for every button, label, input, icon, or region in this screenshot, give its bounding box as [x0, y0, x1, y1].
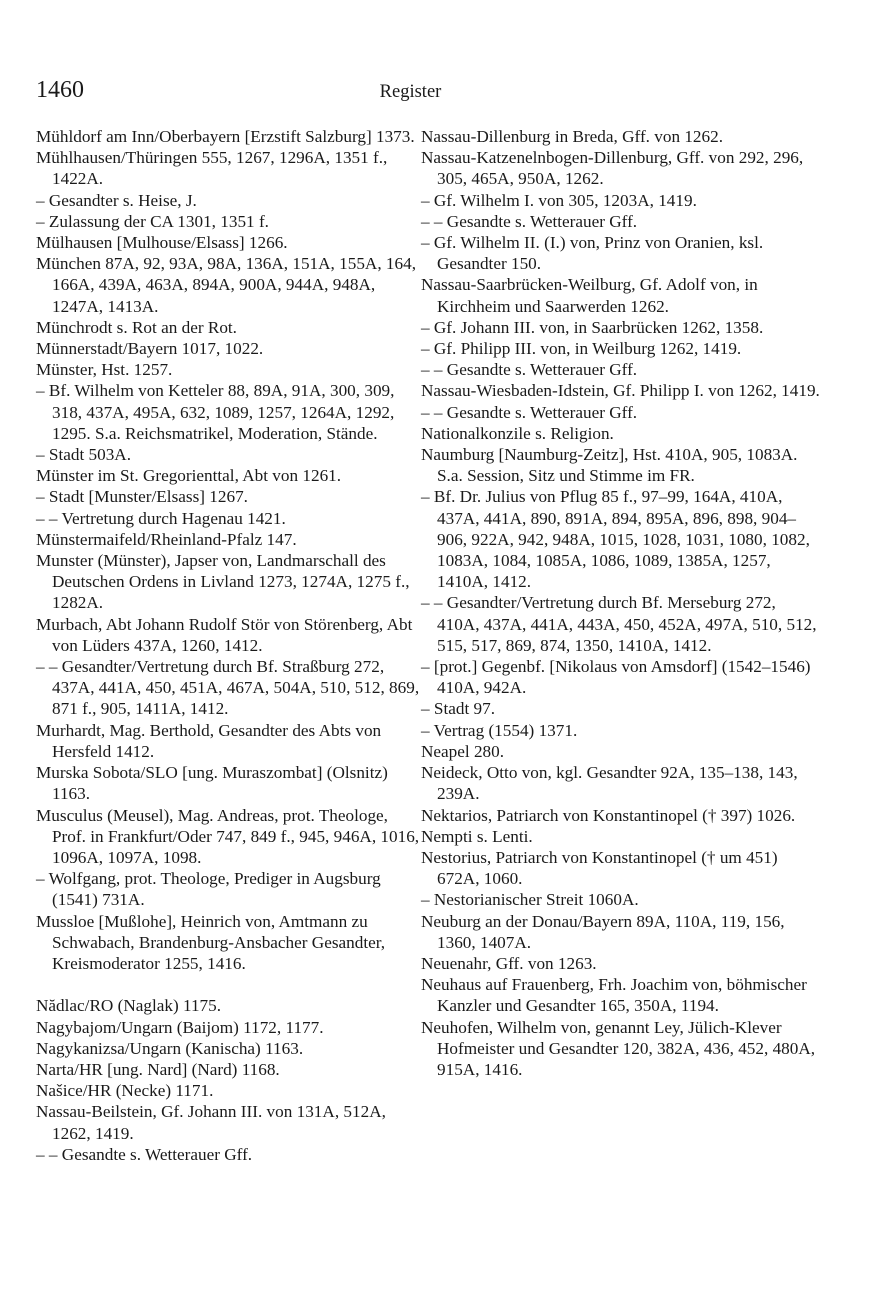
index-entry: Neuenahr, Gff. von 1263. [421, 953, 597, 973]
index-entry: – Gf. Wilhelm II. (I.) von, Prinz von Oranien, ksl. Gesandter 150. [421, 233, 764, 274]
index-entry: Neapel 280. [421, 741, 505, 761]
index-column-left [36, 126, 421, 1165]
index-entry: Našice/HR (Necke) 1171. [36, 1081, 214, 1101]
page-number: 1460 [36, 77, 84, 103]
index-column-right [421, 126, 821, 1080]
index-entry: – Stadt 503A. [36, 445, 132, 465]
index-entry: – Bf. Dr. Julius von Pflug 85 f., 97–99, 164A, 410A, 437A, 441A, 890, 891A, 894, 895A, 896, 898, 904–906, 922A, 942, 948A, 1015, 1028, 1031, 1080, 1082, 1083A, 1084, 1085A, 1086, 1089, 1385A, 1257, 1410A, 1412. [421, 487, 810, 592]
index-entry: Nektarios, Patriarch von Konstantinopel († 397) 1026. [421, 805, 796, 825]
index-entry: Musculus (Meusel), Mag. Andreas, prot. Theologe, Prof. in Frankfurt/Oder 747, 849 f., 945, 946A, 1016, 1096A, 1097A, 1098. [36, 805, 420, 867]
index-entry: Murska Sobota/SLO [ung. Muraszombat] (Olsnitz) 1163. [36, 763, 388, 804]
index-entry: Mülhausen [Mulhouse/Elsass] 1266. [36, 233, 288, 253]
index-entry: – – Gesandte s. Wetterauer Gff. [421, 402, 638, 422]
index-entry: – Wolfgang, prot. Theologe, Prediger in Augsburg (1541) 731A. [36, 869, 381, 910]
index-entry: Neuhofen, Wilhelm von, genannt Ley, Jülich-Klever Hofmeister und Gesandter 120, 382A, 436, 452, 480A, 915A, 1416. [421, 1017, 816, 1079]
index-entry: – Vertrag (1554) 1371. [421, 720, 578, 740]
index-entry: – – Gesandter/Vertretung durch Bf. Straßburg 272, 437A, 441A, 450, 451A, 467A, 504A, 510, 512, 869, 871 f., 905, 1411A, 1412. [36, 657, 420, 719]
running-head: Register [379, 82, 442, 102]
index-entry: Nassau-Saarbrücken-Weilburg, Gf. Adolf von, in Kirchheim und Saarwerden 1262. [421, 275, 758, 316]
index-entry: – – Gesandte s. Wetterauer Gff. [36, 1144, 253, 1164]
index-entry: Mühlhausen/Thüringen 555, 1267, 1296A, 1351 f., 1422A. [36, 148, 388, 189]
index-entry: – – Vertretung durch Hagenau 1421. [36, 508, 286, 528]
index-entry: – Stadt [Munster/Elsass] 1267. [36, 487, 248, 507]
index-entry: Murbach, Abt Johann Rudolf Stör von Störenberg, Abt von Lüders 437A, 1260, 1412. [36, 614, 413, 655]
index-entry: Münchrodt s. Rot an der Rot. [36, 317, 237, 337]
index-entry: Münster im St. Gregorienttal, Abt von 1261. [36, 466, 342, 486]
index-entry: Nassau-Wiesbaden-Idstein, Gf. Philipp I. von 1262, 1419. [421, 381, 820, 401]
index-entry: Neuburg an der Donau/Bayern 89A, 110A, 119, 156, 1360, 1407A. [421, 911, 785, 952]
index-entry: Murhardt, Mag. Berthold, Gesandter des Abts von Hersfeld 1412. [36, 720, 382, 761]
index-entry: – Gf. Johann III. von, in Saarbrücken 1262, 1358. [421, 317, 764, 337]
index-entry: München 87A, 92, 93A, 98A, 136A, 151A, 155A, 164, 166A, 439A, 463A, 894A, 900A, 944A, 948A, 1247A, 1413A. [36, 254, 417, 316]
index-entry: Nassau-Beilstein, Gf. Johann III. von 131A, 512A, 1262, 1419. [36, 1102, 386, 1143]
index-entry: – Bf. Wilhelm von Ketteler 88, 89A, 91A, 300, 309, 318, 437A, 495A, 632, 1089, 1257, 1264A, 1292, 1295. S.a. Reichsmatrikel, Moderation, Stände. [36, 381, 395, 443]
index-entry: Neuhaus auf Frauenberg, Frh. Joachim von, böhmischer Kanzler und Gesandter 165, 350A, 1194. [421, 975, 807, 1016]
index-entry: Münster, Hst. 1257. [36, 360, 173, 380]
index-entry: Mühldorf am Inn/Oberbayern [Erzstift Salzburg] 1373. [36, 127, 415, 146]
index-entry: – Stadt 97. [421, 699, 496, 719]
index-entry: Nassau-Dillenburg in Breda, Gff. von 1262. [421, 127, 724, 146]
index-entry: Naumburg [Naumburg-Zeitz], Hst. 410A, 905, 1083A. S.a. Session, Sitz und Stimme im FR. [421, 445, 798, 486]
index-entry: Münnerstadt/Bayern 1017, 1022. [36, 339, 264, 359]
index-entry: Nationalkonzile s. Religion. [421, 423, 614, 443]
index-entry: – Gesandter s. Heise, J. [36, 190, 197, 210]
index-entry: Nestorius, Patriarch von Konstantinopel († um 451) 672A, 1060. [421, 847, 778, 889]
index-entry: – – Gesandter/Vertretung durch Bf. Merseburg 272, 410A, 437A, 441A, 443A, 450, 452A, 497A, 510, 512, 515, 517, 869, 874, 1350, 1410A, 1412. [421, 593, 817, 655]
index-entry: Nagybajom/Ungarn (Baijom) 1172, 1177. [36, 1017, 324, 1037]
index-entry: Neideck, Otto von, kgl. Gesandter 92A, 135–138, 143, 239A. [421, 763, 798, 804]
index-entry: Narta/HR [ung. Nard] (Nard) 1168. [36, 1059, 280, 1079]
index-entry: Nagykanizsa/Ungarn (Kanischa) 1163. [36, 1038, 304, 1058]
index-entry: – Gf. Philipp III. von, in Weilburg 1262, 1419. [421, 339, 742, 359]
index-entry: Nădlac/RO (Naglak) 1175. [36, 996, 222, 1016]
index-entry: Munster (Münster), Japser von, Landmarschall des Deutschen Ordens in Livland 1273, 1274A, 1275 f., 1282A. [36, 551, 410, 613]
index-entry: – Gf. Wilhelm I. von 305, 1203A, 1419. [421, 190, 697, 210]
index-entry: – – Gesandte s. Wetterauer Gff. [421, 360, 638, 380]
index-entry: Nassau-Katzenelnbogen-Dillenburg, Gff. von 292, 296, 305, 465A, 950A, 1262. [421, 148, 804, 189]
index-entry: – Nestorianischer Streit 1060A. [421, 890, 639, 910]
index-entry: Nempti s. Lenti. [421, 826, 533, 846]
index-entry: Mussloe [Mußlohe], Heinrich von, Amtmann zu Schwabach, Brandenburg-Ansbacher Gesandter, Kreismoderator 1255, 1416. [36, 911, 386, 973]
index-entry: – [prot.] Gegenbf. [Nikolaus von Amsdorf] (1542–1546) 410A, 942A. [421, 657, 811, 698]
index-entry: – – Gesandte s. Wetterauer Gff. [421, 211, 638, 231]
index-entry: Münstermaifeld/Rheinland-Pfalz 147. [36, 529, 297, 549]
index-entry: – Zulassung der CA 1301, 1351 f. [36, 211, 269, 231]
